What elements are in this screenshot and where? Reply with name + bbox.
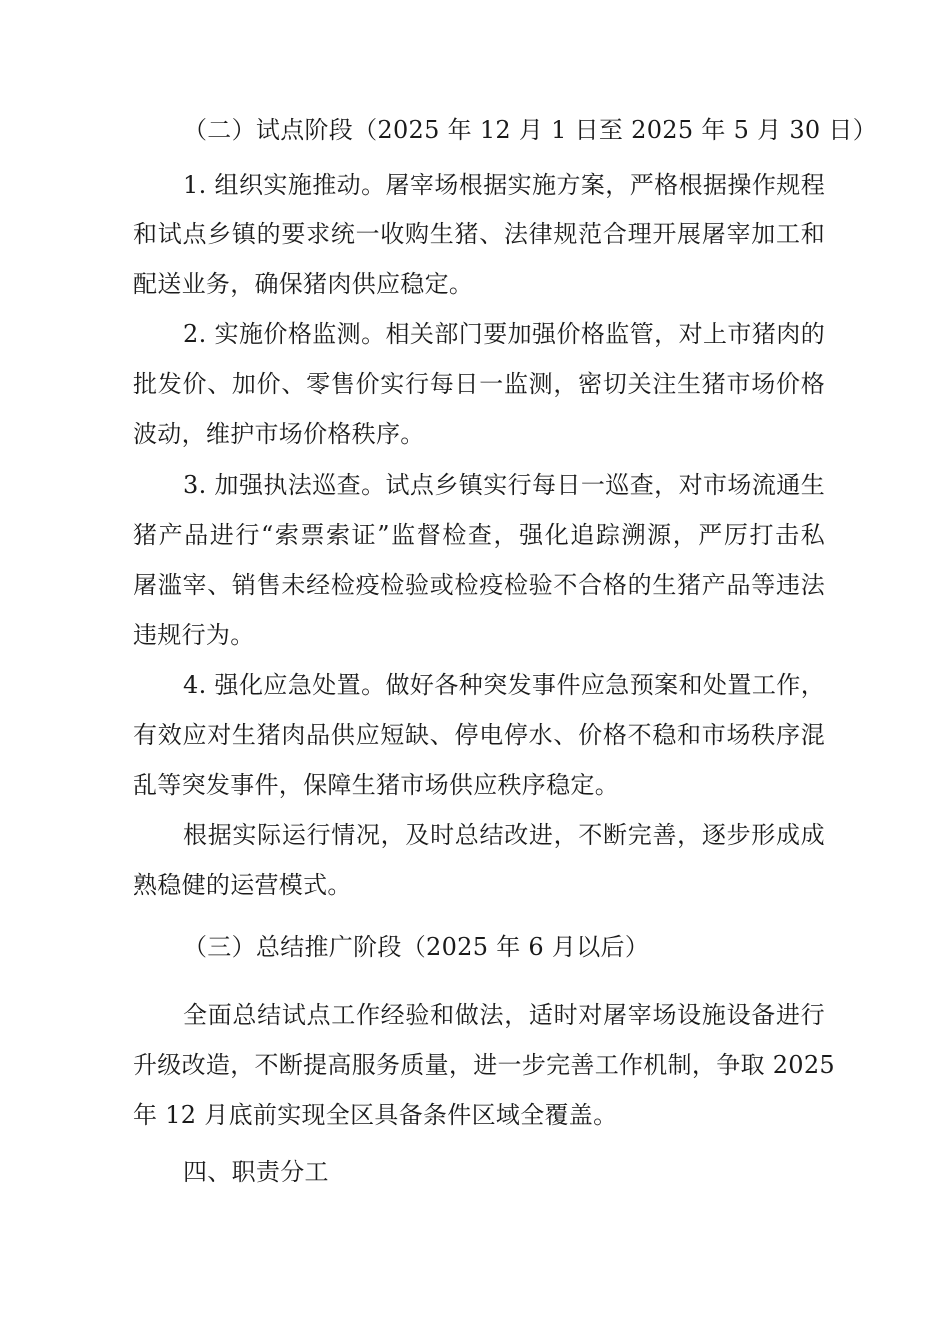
summary-line2: 熟稳健的运营模式。 xyxy=(133,871,352,899)
promote-line2: 升级改造，不断提高服务质量，进一步完善工作机制，争取 2025 xyxy=(133,1051,836,1079)
item3-line3: 屠滥宰、销售未经检疫检验或检疫检验不合格的生猪产品等违法 xyxy=(133,571,825,599)
item1-line2: 和试点乡镇的要求统一收购生猪、法律规范合理开展屠宰加工和 xyxy=(133,220,825,248)
promote-line3: 年 12 月底前实现全区具备条件区域全覆盖。 xyxy=(133,1101,618,1129)
summary-line1: 根据实际运行情况，及时总结改进，不断完善，逐步形成成 xyxy=(183,821,825,849)
item4-line2: 有效应对生猪肉品供应短缺、停电停水、价格不稳和市场秩序混 xyxy=(133,721,825,749)
item1-line3: 配送业务，确保猪肉供应稳定。 xyxy=(133,270,474,298)
item4-line3: 乱等突发事件，保障生猪市场供应秩序稳定。 xyxy=(133,771,619,799)
item2-line2: 批发价、加价、零售价实行每日一监测，密切关注生猪市场价格 xyxy=(133,370,825,398)
section-heading-summary: （三）总结推广阶段（2025 年 6 月以后） xyxy=(183,933,650,961)
item2-line3: 波动，维护市场价格秩序。 xyxy=(133,420,425,448)
item3-line4: 违规行为。 xyxy=(133,621,255,649)
item1-line1: 1. 组织实施推动。屠宰场根据实施方案，严格根据操作规程 xyxy=(183,171,825,199)
section-heading-duties: 四、职责分工 xyxy=(183,1158,329,1186)
item2-line1: 2. 实施价格监测。相关部门要加强价格监管，对上市猪肉的 xyxy=(183,320,825,348)
promote-line1: 全面总结试点工作经验和做法，适时对屠宰场设施设备进行 xyxy=(183,1001,825,1029)
item4-line1: 4. 强化应急处置。做好各种突发事件应急预案和处置工作， xyxy=(183,671,825,699)
item3-line1: 3. 加强执法巡查。试点乡镇实行每日一巡查，对市场流通生 xyxy=(183,471,825,499)
section-heading-pilot: （二）试点阶段（2025 年 12 月 1 日至 2025 年 5 月 30 日） xyxy=(183,116,877,144)
item3-line2: 猪产品进行“索票索证”监督检查，强化追踪溯源，严厉打击私 xyxy=(133,521,825,549)
